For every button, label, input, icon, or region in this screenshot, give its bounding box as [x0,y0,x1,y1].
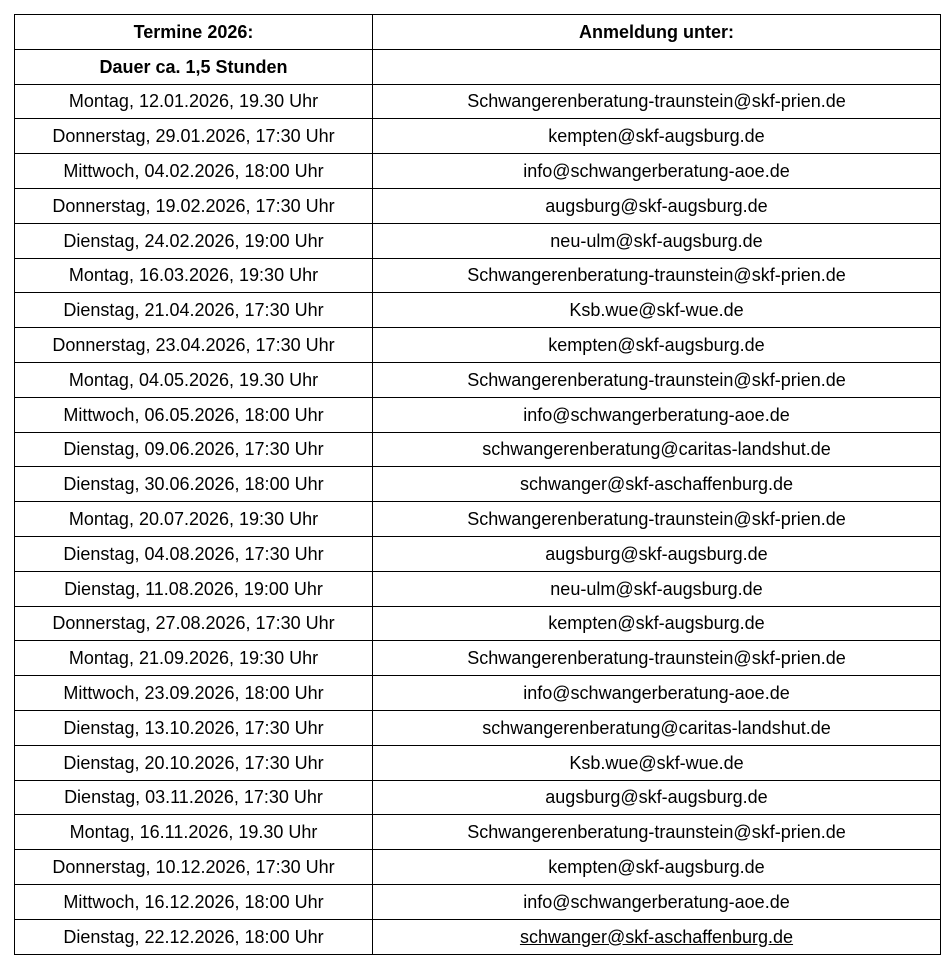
registration-email-link[interactable]: kempten@skf-augsburg.de [548,613,765,634]
registration-email-cell [373,676,941,711]
appointment-date: Dienstag, 30.06.2026, 18:00 Uhr [15,467,373,502]
table-row [15,293,941,328]
table-row [15,223,941,258]
registration-email-link[interactable]: Schwangerenberatung-traunstein@skf-prien.de [467,369,846,390]
registration-email-cell [373,780,941,815]
registration-email-link[interactable]: kempten@skf-augsburg.de [548,335,765,356]
registration-email-cell [373,571,941,606]
registration-email-cell [373,328,941,363]
table-row [15,502,941,537]
registration-email-cell [373,641,941,676]
appointment-date: Dienstag, 24.02.2026, 19:00 Uhr [15,223,373,258]
header-registration: Anmeldung unter: [373,15,941,50]
registration-email-link[interactable]: Ksb.wue@skf-wue.de [569,752,744,773]
registration-email-cell [373,884,941,919]
table-row [15,188,941,223]
appointment-date: Donnerstag, 19.02.2026, 17:30 Uhr [15,188,373,223]
appointment-date: Dienstag, 22.12.2026, 18:00 Uhr [15,919,373,954]
table-row [15,258,941,293]
table-row [15,84,941,119]
registration-email-cell [373,536,941,571]
registration-email-link[interactable]: kempten@skf-augsburg.de [548,857,765,878]
table-row [15,119,941,154]
appointment-date: Montag, 21.09.2026, 19:30 Uhr [15,641,373,676]
appointment-date: Mittwoch, 04.02.2026, 18:00 Uhr [15,154,373,189]
appointment-date: Montag, 04.05.2026, 19.30 Uhr [15,362,373,397]
table-row [15,710,941,745]
duration-label: Dauer ca. 1,5 Stunden [15,49,373,84]
appointment-date: Dienstag, 04.08.2026, 17:30 Uhr [15,536,373,571]
table-row [15,397,941,432]
table-row [15,606,941,641]
appointment-date: Mittwoch, 06.05.2026, 18:00 Uhr [15,397,373,432]
registration-email-cell [373,815,941,850]
schedule-table-container [14,14,940,955]
appointment-date: Dienstag, 11.08.2026, 19:00 Uhr [15,571,373,606]
registration-email-link[interactable]: Schwangerenberatung-traunstein@skf-prien.de [467,91,846,112]
appointment-date: Mittwoch, 23.09.2026, 18:00 Uhr [15,676,373,711]
table-row [15,815,941,850]
registration-email-link[interactable]: info@schwangerberatung-aoe.de [523,161,790,182]
registration-email-cell [373,710,941,745]
registration-email-link[interactable]: neu-ulm@skf-augsburg.de [550,230,763,251]
table-row [15,432,941,467]
registration-email-link[interactable]: augsburg@skf-augsburg.de [545,787,768,808]
duration-empty-cell [373,49,941,84]
registration-email-link[interactable]: schwangerenberatung@caritas-landshut.de [482,717,831,738]
registration-email-link[interactable]: kempten@skf-augsburg.de [548,126,765,147]
appointment-date: Donnerstag, 10.12.2026, 17:30 Uhr [15,850,373,885]
registration-email-link[interactable]: info@schwangerberatung-aoe.de [523,683,790,704]
registration-email-cell [373,223,941,258]
appointment-date: Donnerstag, 27.08.2026, 17:30 Uhr [15,606,373,641]
registration-email-cell [373,502,941,537]
registration-email-link[interactable]: Schwangerenberatung-traunstein@skf-prien.de [467,509,846,530]
appointment-date: Montag, 16.03.2026, 19:30 Uhr [15,258,373,293]
table-row [15,154,941,189]
registration-email-link[interactable]: schwanger@skf-aschaffenburg.de [519,474,794,495]
registration-email-link[interactable]: Schwangerenberatung-traunstein@skf-prien.de [467,265,846,286]
registration-email-link[interactable]: neu-ulm@skf-augsburg.de [550,578,763,599]
table-row [15,362,941,397]
table-row [15,884,941,919]
registration-email-link[interactable]: schwangerenberatung@caritas-landshut.de [482,439,831,460]
registration-email-cell [373,362,941,397]
appointment-date: Dienstag, 09.06.2026, 17:30 Uhr [15,432,373,467]
table-row [15,919,941,954]
appointment-date: Mittwoch, 16.12.2026, 18:00 Uhr [15,884,373,919]
registration-email-cell [373,919,941,954]
registration-email-cell [373,467,941,502]
registration-email-link[interactable]: schwanger@skf-aschaffenburg.de [519,926,794,947]
table-row [15,641,941,676]
table-row [15,328,941,363]
registration-email-cell [373,606,941,641]
registration-email-cell [373,84,941,119]
schedule-table [14,14,941,955]
table-row [15,536,941,571]
table-row [15,676,941,711]
registration-email-link[interactable]: info@schwangerberatung-aoe.de [523,891,790,912]
registration-email-link[interactable]: Schwangerenberatung-traunstein@skf-prien.de [467,648,846,669]
registration-email-cell [373,154,941,189]
registration-email-cell [373,397,941,432]
registration-email-cell [373,258,941,293]
table-row [15,850,941,885]
appointment-date: Dienstag, 13.10.2026, 17:30 Uhr [15,710,373,745]
header-dates: Termine 2026: [15,15,373,50]
registration-email-link[interactable]: Ksb.wue@skf-wue.de [569,300,744,321]
appointment-date: Donnerstag, 29.01.2026, 17:30 Uhr [15,119,373,154]
registration-email-cell [373,188,941,223]
duration-row [15,49,941,84]
table-row [15,745,941,780]
header-row [15,15,941,50]
appointment-date: Montag, 12.01.2026, 19.30 Uhr [15,84,373,119]
table-row [15,780,941,815]
appointment-date: Dienstag, 20.10.2026, 17:30 Uhr [15,745,373,780]
registration-email-cell [373,432,941,467]
registration-email-cell [373,745,941,780]
registration-email-link[interactable]: augsburg@skf-augsburg.de [545,543,768,564]
registration-email-cell [373,119,941,154]
appointment-date: Montag, 20.07.2026, 19:30 Uhr [15,502,373,537]
appointment-date: Dienstag, 03.11.2026, 17:30 Uhr [15,780,373,815]
table-row [15,571,941,606]
registration-email-link[interactable]: Schwangerenberatung-traunstein@skf-prien.de [467,822,846,843]
table-row [15,467,941,502]
registration-email-link[interactable]: augsburg@skf-augsburg.de [545,195,768,216]
appointment-date: Donnerstag, 23.04.2026, 17:30 Uhr [15,328,373,363]
appointment-date: Montag, 16.11.2026, 19.30 Uhr [15,815,373,850]
registration-email-link[interactable]: info@schwangerberatung-aoe.de [523,404,790,425]
registration-email-cell [373,850,941,885]
registration-email-cell [373,293,941,328]
appointment-date: Dienstag, 21.04.2026, 17:30 Uhr [15,293,373,328]
